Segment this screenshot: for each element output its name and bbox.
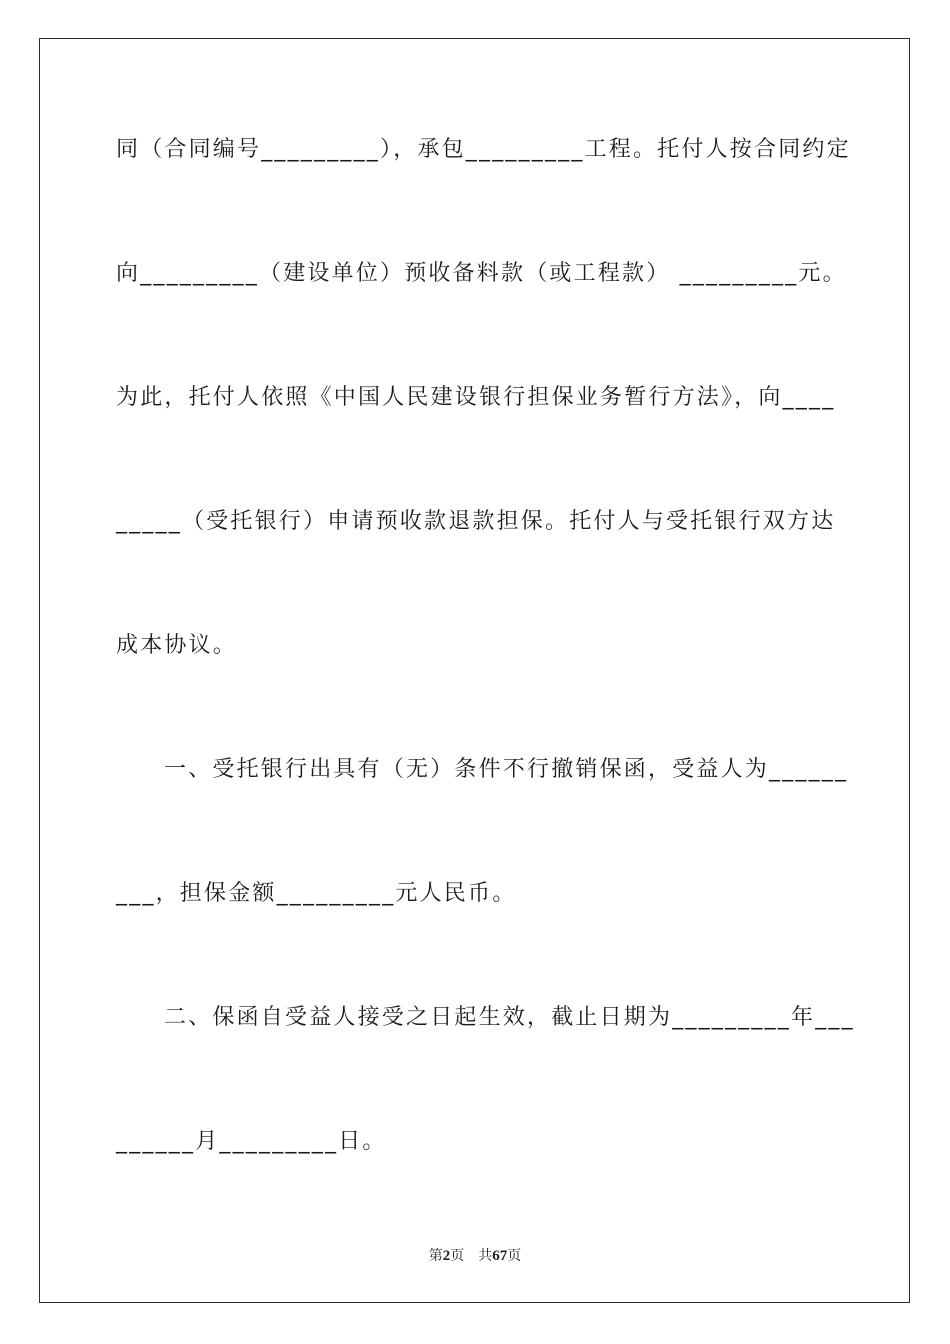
current-page-number: 2 [442,1248,451,1264]
clause-one-line-1: 一、受托银行出具有（无）条件不行撤销保函，受益人为______ [164,757,849,782]
total-label-suffix: 页 [507,1248,522,1264]
page-label-prefix: 第 [428,1248,443,1264]
clause-two-line-2: ______月_________日。 [116,1129,387,1154]
total-label-prefix: 共 [478,1248,493,1264]
clause-two-line-1: 二、保函自受益人接受之日起生效，截止日期为_________年___ [164,1005,855,1030]
page-label-suffix: 页 [450,1248,465,1264]
body-line-5: 成本协议。 [116,633,238,658]
total-page-count: 67 [492,1248,508,1264]
page-footer [0,1247,950,1265]
body-line-1: 同（合同编号_________），承包_________工程。托付人按合同约定 [116,137,851,162]
clause-one-line-2: ___，担保金额_________元人民币。 [116,881,517,906]
body-line-4: _____（受托银行）申请预收款退款担保。托付人与受托银行双方达 [116,509,836,534]
body-line-2: 向_________（建设单位）预收备料款（或工程款） _________元。 [116,261,847,286]
body-line-3: 为此，托付人依照《中国人民建设银行担保业务暂行方法》，向____ [116,385,836,410]
page-border [39,38,910,1303]
